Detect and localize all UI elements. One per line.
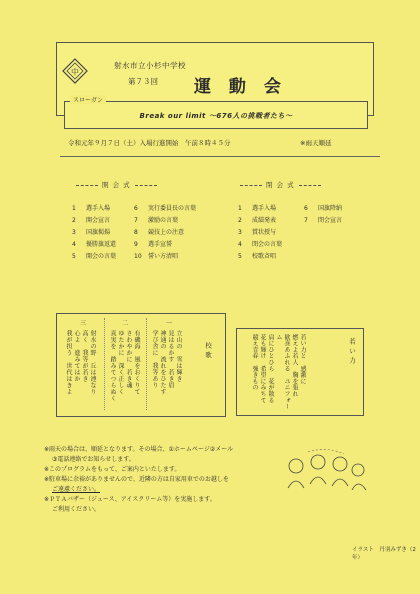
verse-3: 射水の野 丘は連なり 高く 我等が若き 心よ 進みてはか 我が担う 世代はきよ — [65, 330, 96, 395]
verse-divider — [104, 318, 105, 410]
list-item: 5 開会の言葉 — [72, 253, 117, 260]
notes — [44, 445, 344, 515]
slogan-label: スローガン — [70, 95, 106, 104]
verse-number: 二 — [122, 320, 129, 327]
verse-2: 有磯海 風をおくりて さわやかに 若き魂 ゆたかに 深く正しく 真実を 踏みてつらぬく — [109, 330, 140, 402]
illustration-credit: イラスト 丹羽みずき（2年） — [352, 547, 416, 561]
closing-title: 閉 会 式 — [236, 180, 325, 189]
list-item: 3 賞状授与 — [238, 229, 277, 236]
closing-list-right — [304, 203, 342, 227]
school-emblem-icon — [62, 58, 88, 84]
verse-number: 三 — [80, 320, 87, 327]
note-parking: ※駐車場に余裕がありませんので、近隣の方は自家用車でのお越しを — [44, 476, 229, 483]
list-item: 7 閉会宣言 — [304, 217, 343, 224]
list-item: 4 優勝旗返還 — [72, 241, 117, 248]
event-date: 令和元年９月７日（土）入場行進開始 午前８時４５分 — [68, 139, 231, 147]
verse-1: 立山の 雪は輝き 見はるかす 若き眉 神通の 流れをひたす 学び舎に 我等あり — [151, 330, 182, 395]
list-item: 1 選手入場 — [238, 205, 277, 212]
list-item: 5 校歌斉唱 — [238, 253, 277, 260]
song-wakai-chikara-title: 若い力 — [348, 338, 356, 367]
slogan-text: Break our limit 〜676人の挑戦者たち〜 — [139, 112, 293, 120]
opening-list-left — [72, 203, 116, 263]
slogan-box — [64, 101, 368, 129]
svg-text:中: 中 — [71, 67, 79, 77]
note-parking-cont: ご遠慮ください。 — [52, 486, 101, 493]
verse-divider — [146, 318, 147, 410]
list-item: 7 激励の言葉 — [134, 217, 179, 224]
list-item: 10 誓い方清唱 — [134, 253, 179, 260]
list-item: 1 選手入場 — [72, 205, 111, 212]
list-item: 2 開会宣言 — [72, 217, 111, 224]
event-round: 第７３回 — [128, 77, 158, 86]
song-wakai-chikara-lyrics: 若い力と 感激に 燃えよ若人 胸を張れ 歓喜あふれる ユニフォーム 肩にひとひら 花が散る 花も輝け 希望にみちて 競え青春 強きもの — [251, 334, 306, 410]
verse-number: 一 — [166, 320, 173, 327]
list-item: 4 閉会の言葉 — [238, 241, 283, 248]
rain-note: ※雨天順延 — [300, 139, 332, 147]
list-item: 6 実行委員長の言葉 — [134, 205, 197, 212]
note-bazaar: ※ＰＴＡバザー（ジュース、アイスクリーム等）を実施します。 — [44, 496, 216, 503]
school-song-title: 校歌 — [204, 342, 212, 361]
opening-list-right — [134, 203, 196, 263]
note-rain-cont: ③電話連絡でお知らせします。 — [52, 456, 135, 463]
divider — [60, 156, 380, 157]
school-name: 射水市立小杉中学校 — [114, 61, 186, 70]
list-item: 9 選手宣誓 — [134, 241, 173, 248]
closing-list-left — [238, 203, 282, 263]
note-rain: ※雨天の場合は、順延となります。その場合、①ホームページ②メール — [44, 446, 234, 453]
list-item: 6 国旗降納 — [304, 205, 343, 212]
note-bazaar-cont: ご利用ください。 — [52, 506, 101, 513]
list-item: 8 競技上の注意 — [134, 229, 185, 236]
list-item: 2 成績発表 — [238, 217, 277, 224]
page-title: 運 動 会 — [194, 77, 287, 97]
opening-title: 開 会 式 — [72, 180, 161, 189]
note-program: ※このプログラムをもって、ご案内といたします。 — [44, 466, 181, 473]
list-item: 3 国旗掲揚 — [72, 229, 111, 236]
